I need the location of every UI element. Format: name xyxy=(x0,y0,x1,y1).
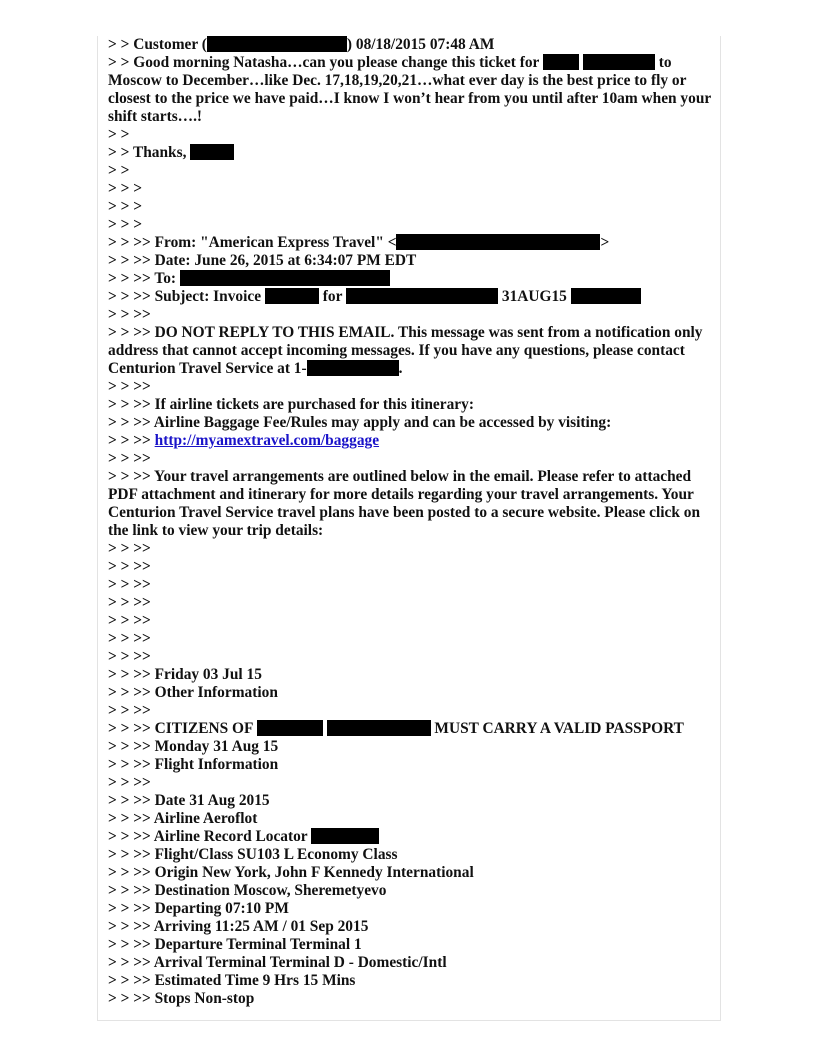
quote-line: > > >> xyxy=(108,774,151,791)
passport-line xyxy=(108,720,714,738)
subject-line xyxy=(108,288,714,306)
from-text: > > >> From: "American Express Travel" < xyxy=(108,234,397,251)
quote-line: > > >> xyxy=(108,702,151,719)
message-text: to xyxy=(658,54,672,71)
from-text: > xyxy=(600,234,610,251)
quote-line: > > >> xyxy=(108,630,151,647)
quote-line: > > >> xyxy=(108,306,151,323)
quote-line: > > >> xyxy=(108,450,151,467)
outline-paragraph: > > >> Your travel arrangements are outlined below in the email. Please refer to attached PDF attachment and itinerary for more details regarding your travel arrangements. Your Centurion Travel Service travel plans have been posted to a secure website. Please click on the link to view your trip details: xyxy=(108,468,701,539)
section-heading: > > >> Flight Information xyxy=(108,756,279,773)
to-line xyxy=(108,270,714,288)
passport-text: MUST CARRY A VALID PASSPORT xyxy=(434,720,684,737)
redaction-block xyxy=(180,270,390,286)
to-text: > > >> To: xyxy=(108,270,177,287)
quote-line: > > >> xyxy=(108,378,151,395)
redaction-block xyxy=(307,360,399,376)
quote-line: > > xyxy=(108,162,130,179)
quote-line: > > xyxy=(108,126,130,143)
flight-detail-line: > > >> Destination Moscow, Sheremetyevo xyxy=(108,882,387,899)
redaction-block xyxy=(265,288,319,304)
quote-line: > > > xyxy=(108,180,143,197)
subject-text: 31AUG15 xyxy=(501,288,567,305)
link-prefix: > > >> xyxy=(108,432,151,449)
airline-question-line: > > >> If airline tickets are purchased for this itinerary: xyxy=(108,396,474,413)
thanks-text: > > Thanks, xyxy=(108,144,187,161)
quote-line: > > >> xyxy=(108,558,151,575)
redaction-block xyxy=(583,54,655,70)
message-text: > > Good morning Natasha…can you please change this ticket for xyxy=(108,54,540,71)
thanks-line xyxy=(108,144,714,162)
redaction-block xyxy=(396,234,600,250)
record-locator-line xyxy=(108,828,714,846)
flight-detail-line: > > >> Arrival Terminal Terminal D - Domestic/Intl xyxy=(108,954,447,971)
flight-detail-line: > > >> Departure Terminal Terminal 1 xyxy=(108,936,362,953)
flight-detail-line: > > >> Airline Aeroflot xyxy=(108,810,258,827)
subject-text: > > >> Subject: Invoice xyxy=(108,288,262,305)
redaction-block xyxy=(346,288,498,304)
quote-line: > > > xyxy=(108,216,143,233)
flight-detail-line: > > >> Arriving 11:25 AM / 01 Sep 2015 xyxy=(108,918,369,935)
day-heading: > > >> Monday 31 Aug 15 xyxy=(108,738,279,755)
day-heading: > > >> Friday 03 Jul 15 xyxy=(108,666,262,683)
passport-text: > > >> CITIZENS OF xyxy=(108,720,253,737)
redaction-block xyxy=(571,288,641,304)
baggage-link-line xyxy=(108,432,714,450)
section-heading: > > >> Other Information xyxy=(108,684,278,701)
date-line: > > >> Date: June 26, 2015 at 6:34:07 PM EDT xyxy=(108,252,417,269)
quote-line: > > >> xyxy=(108,540,151,557)
redaction-block xyxy=(311,828,379,844)
header-datetime: ) 08/18/2015 07:48 AM xyxy=(346,36,495,53)
message-text: Moscow to December…like Dec. 17,18,19,20,21…what ever day is the best price to fly or closest to the price we have paid…I know I won’t hear from you until after 10am when your shift starts….! xyxy=(108,72,711,125)
quote-line: > > >> xyxy=(108,612,151,629)
baggage-link[interactable]: http://myamextravel.com/baggage xyxy=(154,432,380,449)
redaction-block xyxy=(257,720,323,736)
notice-text: > > >> DO NOT REPLY TO THIS EMAIL. This message was sent from a notification only address that cannot accept incoming messages. If you have any questions, please contact Centurion Travel Service at 1- xyxy=(108,324,703,377)
flight-detail-line: > > >> Origin New York, John F Kennedy International xyxy=(108,864,474,881)
flight-detail-line: > > >> Date 31 Aug 2015 xyxy=(108,792,270,809)
flight-detail-line: > > >> Estimated Time 9 Hrs 15 Mins xyxy=(108,972,356,989)
redaction-block xyxy=(543,54,579,70)
flight-detail-line: > > >> Stops Non-stop xyxy=(108,990,255,1007)
notice-text: . xyxy=(398,360,403,377)
quote-line: > > >> xyxy=(108,648,151,665)
redaction-block xyxy=(207,36,347,52)
message-paragraph xyxy=(108,54,714,126)
quote-line: > > >> xyxy=(108,576,151,593)
quote-line: > > >> xyxy=(108,594,151,611)
from-line xyxy=(108,234,714,252)
email-document xyxy=(108,36,714,1008)
redaction-block xyxy=(327,720,431,736)
notice-paragraph xyxy=(108,324,714,378)
flight-detail-line: > > >> Departing 07:10 PM xyxy=(108,900,289,917)
subject-text: for xyxy=(322,288,343,305)
customer-header-line xyxy=(108,36,714,54)
baggage-line: > > >> Airline Baggage Fee/Rules may apply and can be accessed by visiting: xyxy=(108,414,612,431)
quote-line: > > > xyxy=(108,198,143,215)
record-locator-text: > > >> Airline Record Locator xyxy=(108,828,308,845)
flight-detail-line: > > >> Flight/Class SU103 L Economy Class xyxy=(108,846,398,863)
header-prefix: > > Customer ( xyxy=(108,36,207,53)
redaction-block xyxy=(190,144,234,160)
